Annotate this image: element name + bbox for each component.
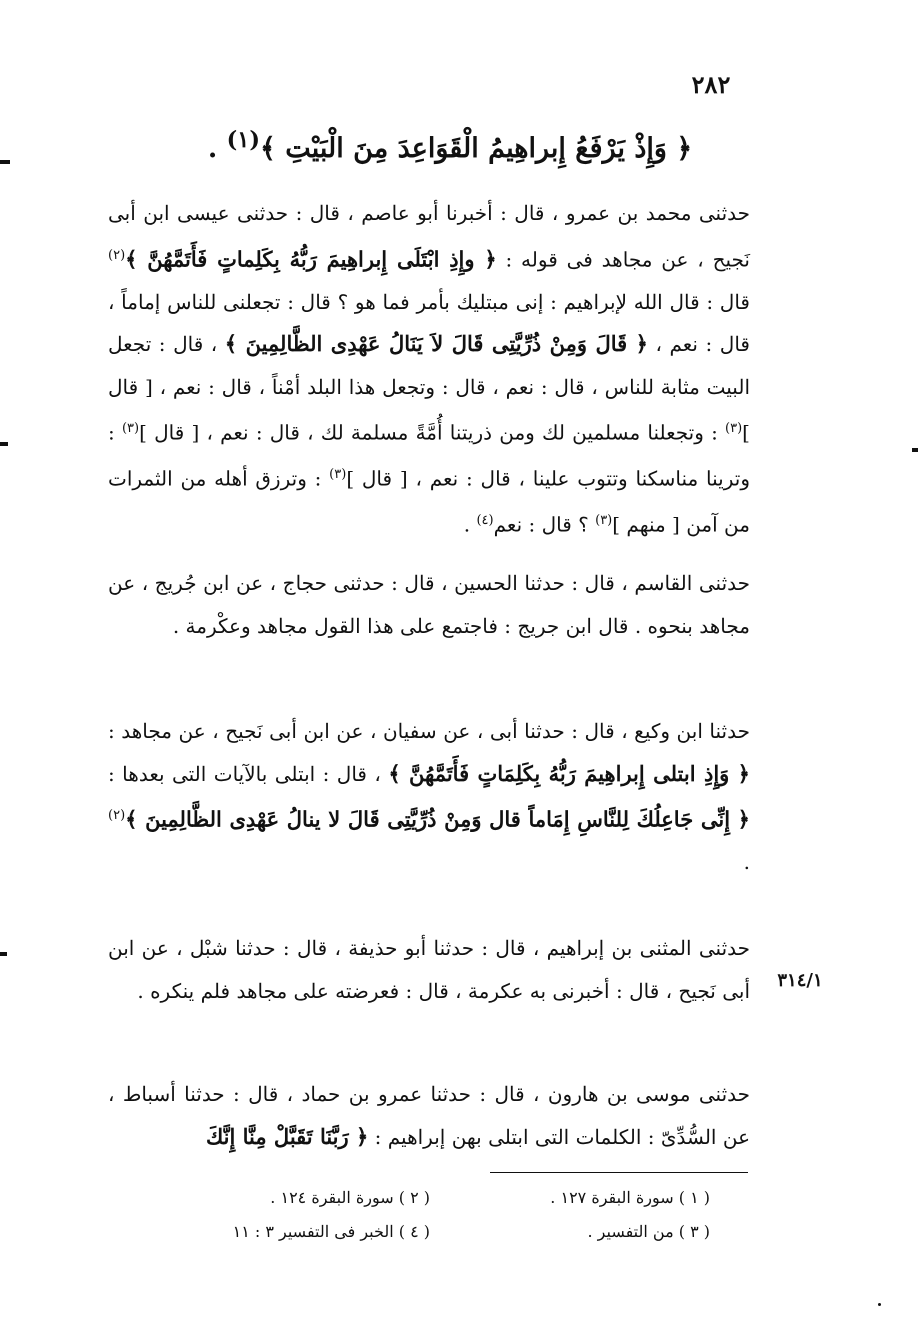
footnote-ref: (٤) bbox=[476, 513, 494, 529]
text-run: حدثنى محمد بن عمرو ، قال : أخبرنا أبو عاصم ، قال : حدثنى عيسى ابن أبى نَجيح ، عن مجاهد فى قوله : bbox=[108, 201, 750, 272]
text-run: ؟ قال : نعم bbox=[493, 513, 596, 538]
heading-verse-text: ﴿ وَإِذْ يَرْفَعُ إِبراهِيمُ الْقَوَاعِدَ مِنَ الْبَيْتِ ﴾ bbox=[260, 133, 693, 164]
text-run: حدثنا ابن وكيع ، قال : حدثنا أبى ، عن سفيان ، عن ابن أبى نَجيح ، عن مجاهد : bbox=[108, 719, 750, 743]
footnote-ref: (٣) bbox=[329, 467, 347, 483]
scan-edge-mark bbox=[0, 442, 8, 446]
scan-edge-mark bbox=[0, 160, 10, 164]
text-run: ، قال : تجعل البيت مثابة للناس ، قال : نعم ، قال : وتجعل هذا البلد أمْناً ، قال : نعم ، [ قال ] bbox=[108, 332, 750, 445]
paragraph-5 bbox=[108, 1073, 750, 1158]
chapter-heading-verse bbox=[150, 118, 750, 171]
text-run: حدثنى المثنى بن إبراهيم ، قال : حدثنا أبو حذيفة ، قال : حدثنا شبْل ، عن ابن أبى نَجيح ، قال : أخبرنى به عكرمة ، قال : فعرضته على مجاهد فلم ينكره . bbox=[108, 936, 750, 1003]
text-run: ، قال : ابتلى بالآيات التى بعدها : bbox=[108, 761, 389, 786]
footnote-2: ( ٢ ) سورة البقرة ١٢٤ . bbox=[270, 1188, 430, 1207]
scan-edge-mark bbox=[0, 952, 7, 956]
quran-quote: ﴿ إِنِّى جَاعِلُكَ لِلنَّاسِ إِمَاماً قال وَمِنْ ذُرِّيَّتِى قَالَ لا ينالُ عَهْدِى الظَّالِمِينَ ﴾ bbox=[125, 806, 750, 832]
text-run: . bbox=[743, 850, 750, 875]
footnote-ref: (٣) bbox=[595, 513, 613, 529]
paragraph-4 bbox=[108, 927, 750, 1012]
heading-end: . bbox=[207, 133, 227, 164]
paragraph-2 bbox=[108, 562, 750, 647]
text-run: قال : قال الله لإبراهيم : إنى مبتليك بأمر فما هو ؟ قال : تجعلنى للناس إماماً ، قال : نعم ، bbox=[108, 289, 750, 357]
footnote-separator bbox=[490, 1172, 748, 1173]
footnote-ref: (٢) bbox=[108, 808, 126, 823]
scan-edge-mark bbox=[912, 448, 918, 452]
paragraph-3 bbox=[108, 710, 750, 884]
quran-quote: ﴿ رَبَّنَا تَقَبَّلْ مِنَّا إِنَّكَ bbox=[205, 1123, 369, 1149]
text-run: حدثنى القاسم ، قال : حدثنا الحسين ، قال : حدثنى حجاج ، عن ابن جُريج ، عن مجاهد بنحوه . قال ابن جريج : فاجتمع على هذا القول مجاهد وعكْرمة . bbox=[108, 571, 750, 638]
footnote-1: ( ١ ) سورة البقرة ١٢٧ . bbox=[550, 1188, 710, 1207]
scan-speck bbox=[878, 1303, 881, 1306]
page-number: ٢٨٢ bbox=[691, 70, 731, 99]
quran-quote: ﴿ قَالَ وَمِنْ ذُرِّيَّتِى قَالَ لاَ يَنَالُ عَهْدِى الظَّالِمِينَ ﴾ bbox=[224, 331, 648, 357]
quran-quote: ﴿ وَإِذِ ابتلى إِبراهِيمَ رَبُّهُ بِكَلِمَاتٍ فَأَتَمَّهُنَّ ﴾ bbox=[388, 760, 750, 786]
text-run: . bbox=[463, 513, 477, 538]
footnote-ref: (٣) bbox=[121, 421, 140, 437]
paragraph-1 bbox=[108, 192, 750, 547]
footnote-4: ( ٤ ) الخبر فى التفسير ٣ : ١١ bbox=[232, 1222, 430, 1241]
text-run: : وترزق أهله من الثمرات من آمن [ منهم ] bbox=[108, 466, 750, 538]
footnote-ref: (٢) bbox=[108, 247, 126, 263]
margin-reference: ٣١٤/١ bbox=[777, 970, 823, 991]
footnote-ref: (٣) bbox=[725, 421, 743, 437]
footnote-ref: (١) bbox=[226, 127, 261, 153]
text-run: حدثنى موسى بن هارون ، قال : حدثنا عمرو بن حماد ، قال : حدثنا أسباط ، عن السُّدِّىّ : الكلمات التى ابتلى بهن إبراهيم : bbox=[108, 1082, 750, 1149]
quran-quote: ﴿ وإِذِ ابْتَلَى إِبراهِيمَ رَبُّهُ بِكَلِماتٍ فَأَتَمَّهُنَّ ﴾ bbox=[125, 246, 497, 272]
text-run: : وتجعلنا مسلمين لك ومن ذريتنا أُمَّةً مسلمة لك ، قال : نعم ، [ قال ] bbox=[139, 420, 726, 445]
text-run: : وترينا مناسكنا وتتوب علينا ، قال : نعم ، [ قال ] bbox=[108, 420, 750, 491]
footnote-3: ( ٣ ) من التفسير . bbox=[587, 1222, 710, 1241]
